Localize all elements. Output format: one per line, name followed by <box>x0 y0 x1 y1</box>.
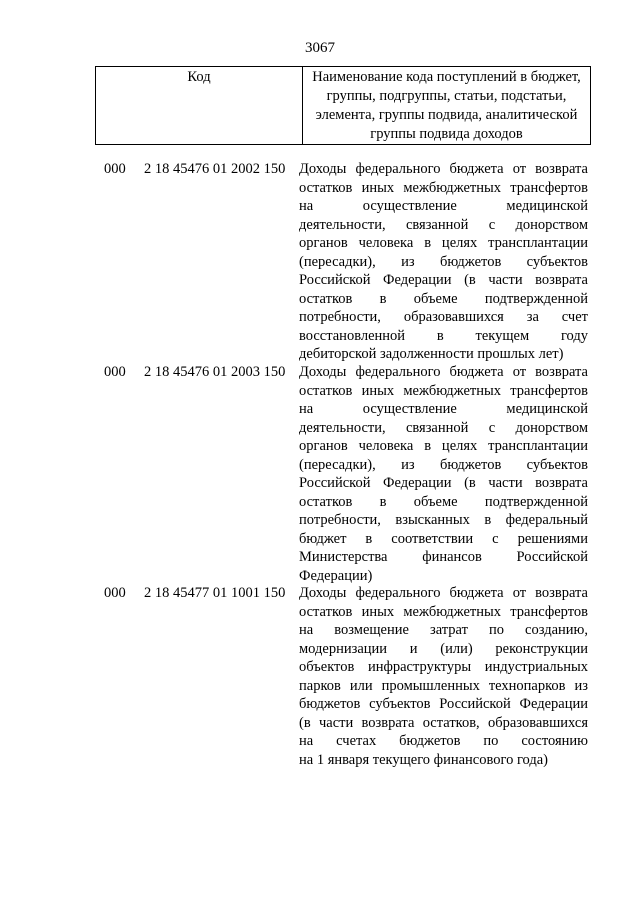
admin-code: 000 <box>104 161 126 177</box>
description-line: остатков в объеме подтвержденной <box>299 290 588 307</box>
description-line: Российской Федерации (в части возврата <box>299 475 588 491</box>
description-line: Доходы федерального бюджета от возврата <box>299 161 588 177</box>
description-line: на счетах бюджетов по состоянию <box>299 733 588 749</box>
description-line: объектов инфраструктуры индустриальных <box>299 659 588 675</box>
header-code-column: Код <box>96 67 303 145</box>
description-line: на осуществление медицинской <box>299 401 588 417</box>
description-line: деятельности, связанной с донорством <box>299 216 588 233</box>
description-line: на 1 января текущего финансового года) <box>299 751 548 768</box>
description-line: бюджет в соответствии с решениями <box>299 530 588 547</box>
description-line: органов человека в целях трансплантации <box>299 438 588 454</box>
description-line: деятельности, связанной с донорством <box>299 419 588 436</box>
description-line: остатков иных межбюджетных трансфертов <box>299 179 588 196</box>
description-line: потребности, взысканных в федеральный <box>299 512 588 528</box>
description-line: остатков в объеме подтвержденной <box>299 493 588 510</box>
admin-code: 000 <box>104 585 126 601</box>
description-line: Федерации) <box>299 567 373 584</box>
revenue-code: 2 18 45476 01 2003 150 <box>144 364 286 380</box>
description-line: Доходы федерального бюджета от возврата <box>299 364 588 380</box>
description-line: (пересадки), из бюджетов субъектов <box>299 253 588 270</box>
description-line: остатков иных межбюджетных трансфертов <box>299 603 588 620</box>
description-line: органов человека в целях трансплантации <box>299 235 588 251</box>
table-header <box>95 66 591 145</box>
description-line: потребности, образовавшихся за счет <box>299 309 588 325</box>
description-line: дебиторской задолженности прошлых лет) <box>299 346 564 362</box>
description-line: на осуществление медицинской <box>299 198 588 214</box>
admin-code: 000 <box>104 364 126 380</box>
header-name-column: Наименование кода поступлений в бюджет, группы, подгруппы, статьи, подстатьи, элемента, группы подвида, аналитической группы подвида доходов <box>303 67 591 145</box>
description-line: остатков иных межбюджетных трансфертов <box>299 382 588 399</box>
revenue-code: 2 18 45476 01 2002 150 <box>144 161 286 177</box>
revenue-code: 2 18 45477 01 1001 150 <box>144 585 286 601</box>
revenue-description <box>299 363 588 585</box>
description-line: восстановленной в текущем году <box>299 327 588 344</box>
description-line: Доходы федерального бюджета от возврата <box>299 585 588 601</box>
description-line: парков или промышленных технопарков из <box>299 677 588 694</box>
revenue-description <box>299 160 588 364</box>
description-line: (пересадки), из бюджетов субъектов <box>299 456 588 473</box>
description-line: Российской Федерации (в части возврата <box>299 272 588 288</box>
description-line: Министерства финансов Российской <box>299 549 588 565</box>
description-line: на возмещение затрат по созданию, <box>299 622 588 638</box>
revenue-description <box>299 584 588 769</box>
description-line: бюджетов субъектов Российской Федерации <box>299 696 588 712</box>
description-line: модернизации и (или) реконструкции <box>299 640 588 657</box>
page-number: 3067 <box>305 40 335 56</box>
description-line: (в части возврата остатков, образовавшихся <box>299 714 588 731</box>
